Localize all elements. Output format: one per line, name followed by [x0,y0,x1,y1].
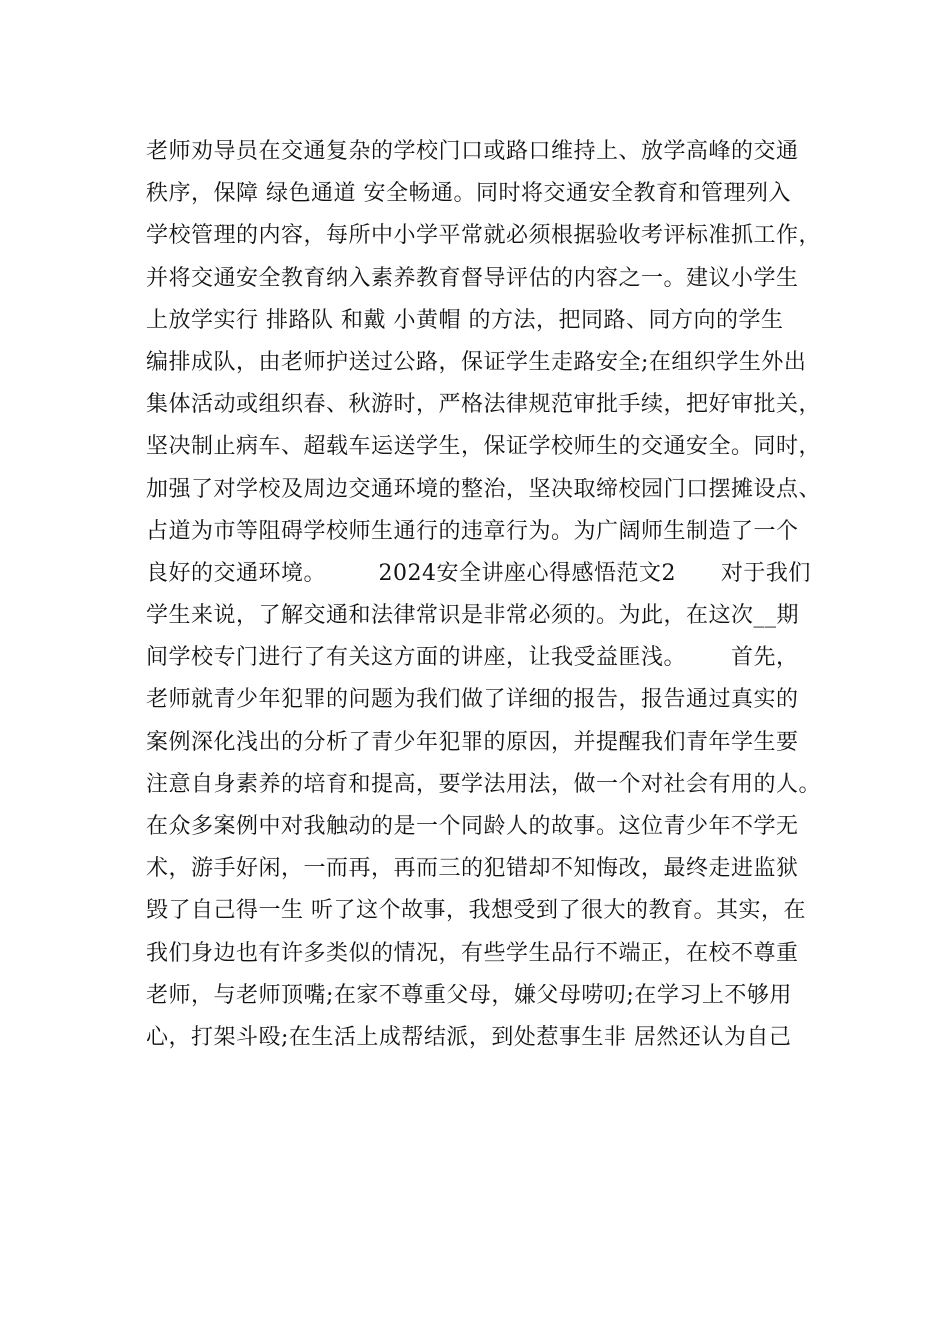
text-line: 老师劝导员在交通复杂的学校门口或路口维持上、放学高峰的交通 [146,139,799,164]
text-line: 集体活动或组织春、秋游时，严格法律规范审批手续，把好审批关， [146,392,822,418]
text-line: 毁了自己得一生 听了这个故事，我想受到了很大的教育。其实，在 [146,898,806,924]
text-line: 良好的交通环境。 2024安全讲座心得感悟范文2 对于我们 [146,560,811,586]
text-line: 在众多案例中对我触动的是一个同龄人的故事。这位青少年不学无 [146,814,799,839]
text-line: 学生来说，了解交通和法律常识是非常必须的。为此，在这次__期 [146,603,800,629]
text-line: 占道为市等阻碍学校师生通行的违章行为。为广阔师生制造了一个 [146,518,799,544]
text-line: 注意自身素养的培育和提高，要学法用法，做一个对社会有用的人。 [146,771,822,797]
text-line: 并将交通安全教育纳入素养教育督导评估的内容之一。建议小学生 [146,265,799,291]
text-line: 加强了对学校及周边交通环境的整治，坚决取缔校园门口摆摊设点、 [146,476,822,502]
text-line: 编排成队，由老师护送过公路，保证学生走路安全;在组织学生外出 [146,349,807,375]
text-line: 秩序，保障 绿色通道 安全畅通。同时将交通安全教育和管理列入 [146,181,791,207]
text-line: 坚决制止病车、超载车运送学生，保证学校师生的交通安全。同时， [146,434,822,460]
text-line: 心，打架斗殴;在生活上成帮结派，到处惹事生非 居然还认为自己 [146,1024,792,1050]
text-line: 老师，与老师顶嘴;在家不尊重父母，嫌父母唠叨;在学习上不够用 [146,982,792,1008]
text-line: 术，游手好闲，一而再，再而三的犯错却不知悔改，最终走进监狱 [146,856,799,882]
body-text [146,131,826,1059]
text-line: 上放学实行 排路队 和戴 小黄帽 的方法，把同路、同方向的学生 [146,307,784,333]
text-line: 老师就青少年犯罪的问题为我们做了详细的报告，报告通过真实的 [146,687,799,713]
text-line: 案例深化浅出的分析了青少年犯罪的原因，并提醒我们青年学生要 [146,729,799,755]
text-line: 学校管理的内容，每所中小学平常就必须根据验收考评标准抓工作， [146,223,822,249]
text-line: 间学校专门进行了有关这方面的讲座，让我受益匪浅。 首先， [146,645,799,671]
text-line: 我们身边也有许多类似的情况，有些学生品行不端正，在校不尊重 [146,940,799,966]
